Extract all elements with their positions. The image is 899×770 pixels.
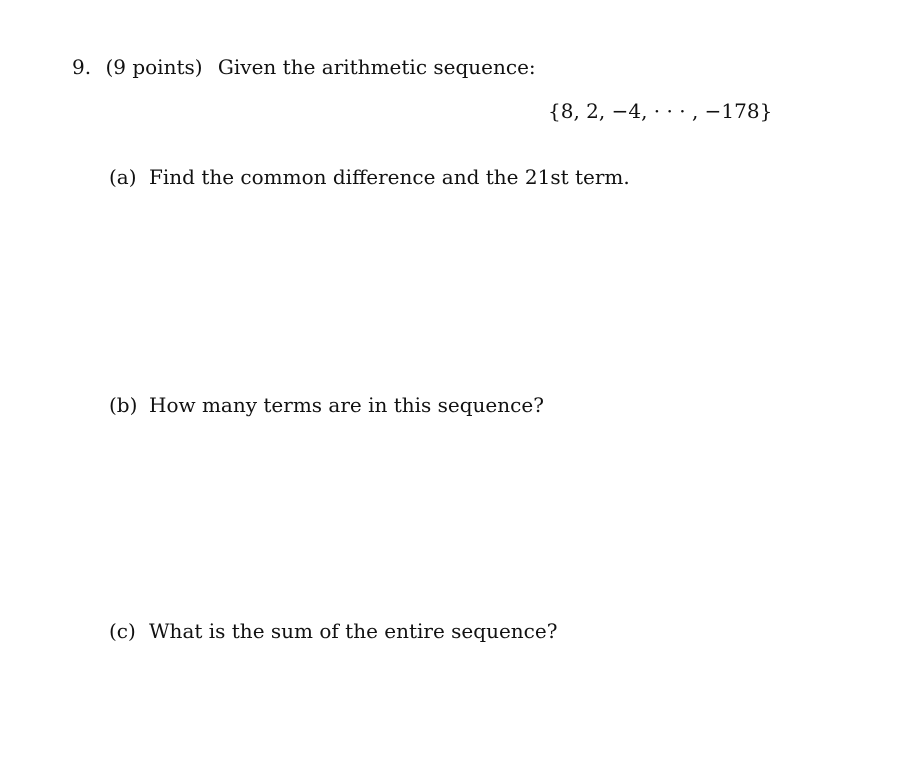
problem-points: (9 points) xyxy=(105,55,203,79)
arithmetic-sequence: {8, 2, −4, · · · , −178} xyxy=(548,99,773,123)
part-a-label: (a) xyxy=(109,165,137,189)
part-c-question: What is the sum of the entire sequence? xyxy=(149,619,558,643)
part-c-label: (c) xyxy=(109,619,136,643)
part-b-question: How many terms are in this sequence? xyxy=(149,393,544,417)
part-a xyxy=(109,164,630,190)
part-b xyxy=(109,392,544,418)
part-c xyxy=(109,618,557,644)
problem-heading xyxy=(72,54,536,80)
problem-number: 9. xyxy=(72,55,92,79)
part-b-label: (b) xyxy=(109,393,138,417)
part-a-question: Find the common difference and the 21st term. xyxy=(149,165,630,189)
problem-prompt: Given the arithmetic sequence: xyxy=(217,55,536,79)
